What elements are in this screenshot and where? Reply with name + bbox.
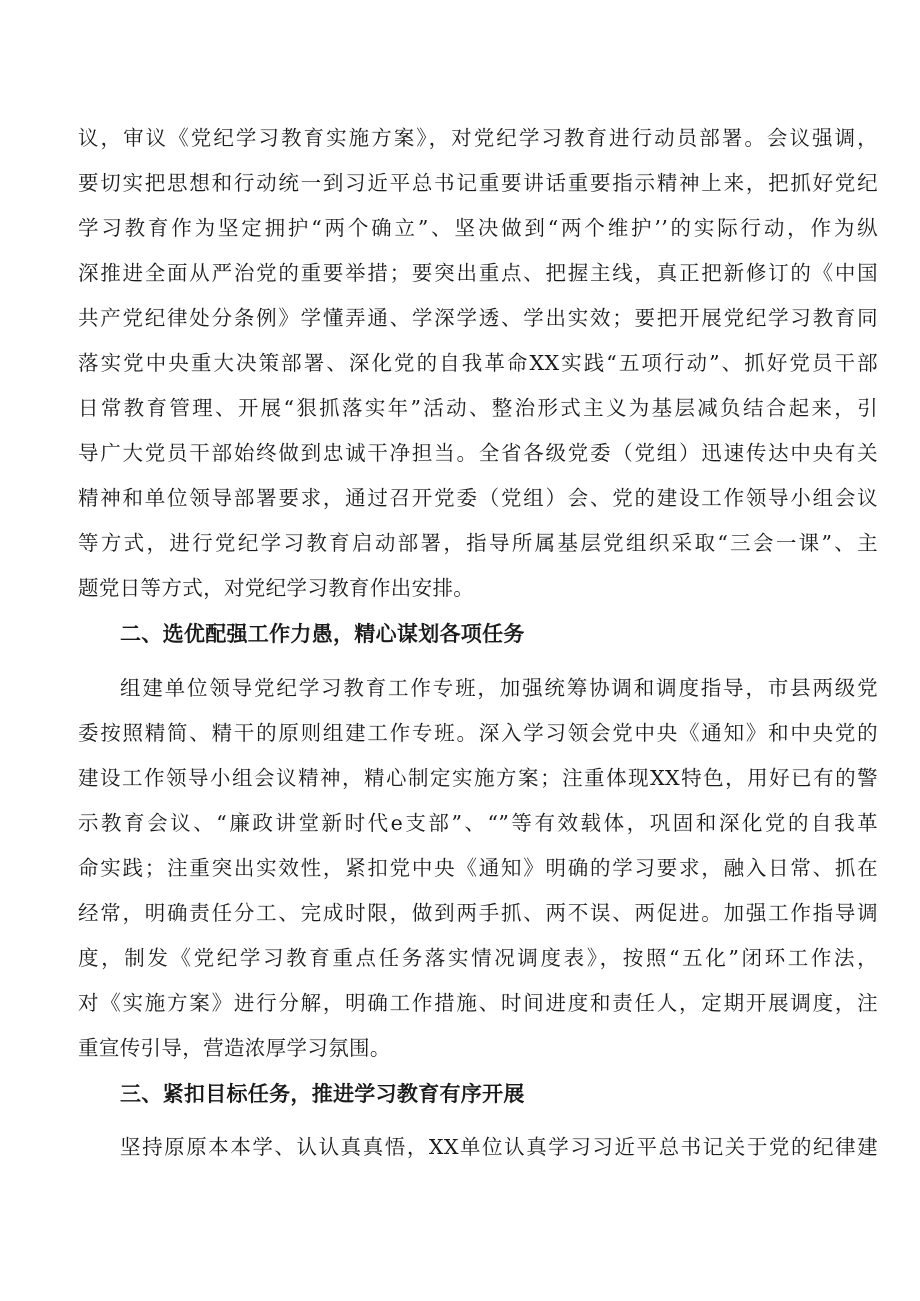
paragraph-line: 示教育会议、“廉政讲堂新时代e支部”、“”等有效载体，巩固和深化党的自我革 <box>78 811 878 835</box>
paragraph-line: 议，审议《党纪学习教育实施方案》，对党纪学习教育进行动员部署。会议强调， <box>78 126 878 150</box>
paragraph-line: 精神和单位领导部署要求，通过召开党委（党组）会、党的建设工作领导小组会议 <box>78 486 878 510</box>
paragraph-line: 对《实施方案》进行分解，明确工作措施、时间进度和责任人，定期开展调度，注 <box>78 991 878 1015</box>
paragraph-line: 深推进全面从严治党的重要举措；要突出重点、把握主线，真正把新修订的《中国 <box>78 261 878 285</box>
paragraph-line: 要切实把思想和行动统一到习近平总书记重要讲话重要指示精神上来，把抓好党纪 <box>78 171 878 195</box>
section-heading-2: 二、选优配强工作力愚，精心谋划各项任务 <box>120 622 525 646</box>
paragraph-line: 共产党纪律处分条例》学懂弄通、学深学透、学出实效；要把开展党纪学习教育同 <box>78 306 878 330</box>
paragraph-line: 委按照精简、精干的原则组建工作专班。深入学习领会党中央《通知》和中央党的 <box>78 721 878 745</box>
paragraph-line: 坚持原原本本学、认认真真悟，XX单位认真学习习近平总书记关于党的纪律建 <box>120 1135 878 1159</box>
paragraph-line: 导广大党员干部始终做到忠诚干净担当。全省各级党委（党组）迅速传达中央有关 <box>78 441 878 465</box>
paragraph-line: 日常教育管理、开展“狠抓落实年”活动、整治形式主义为基层减负结合起来，引 <box>78 396 878 420</box>
paragraph-line: 重宣传引导，营造浓厚学习氛围。 <box>78 1036 391 1060</box>
paragraph-line: 命实践；注重突出实效性，紧扣党中央《通知》明确的学习要求，融入日常、抓在 <box>78 856 878 880</box>
paragraph-line: 等方式，进行党纪学习教育启动部署，指导所属基层党组织采取“三会一课”、主 <box>78 531 878 555</box>
section-heading-3: 三、紧扣目标任务，推进学习教育有序开展 <box>120 1082 525 1106</box>
paragraph-line: 题党日等方式，对党纪学习教育作出安排。 <box>78 576 475 600</box>
paragraph-line: 组建单位领导党纪学习教育工作专班，加强统筹协调和调度指导，市县两级党 <box>120 676 878 700</box>
paragraph-line: 经常，明确责任分工、完成时限，做到两手抓、两不误、两促进。加强工作指导调 <box>78 901 878 925</box>
paragraph-line: 建设工作领导小组会议精神，精心制定实施方案；注重体现XX特色，用好已有的警 <box>78 766 878 790</box>
paragraph-line: 度，制发《党纪学习教育重点任务落实情况调度表》，按照“五化”闭环工作法， <box>78 946 878 970</box>
paragraph-line: 落实党中央重大决策部署、深化党的自我革命XX实践“五项行动”、抓好党员干部 <box>78 351 878 375</box>
paragraph-line: 学习教育作为坚定拥护“两个确立”、坚决做到“两个维护’’的实际行动，作为纵 <box>78 216 878 240</box>
